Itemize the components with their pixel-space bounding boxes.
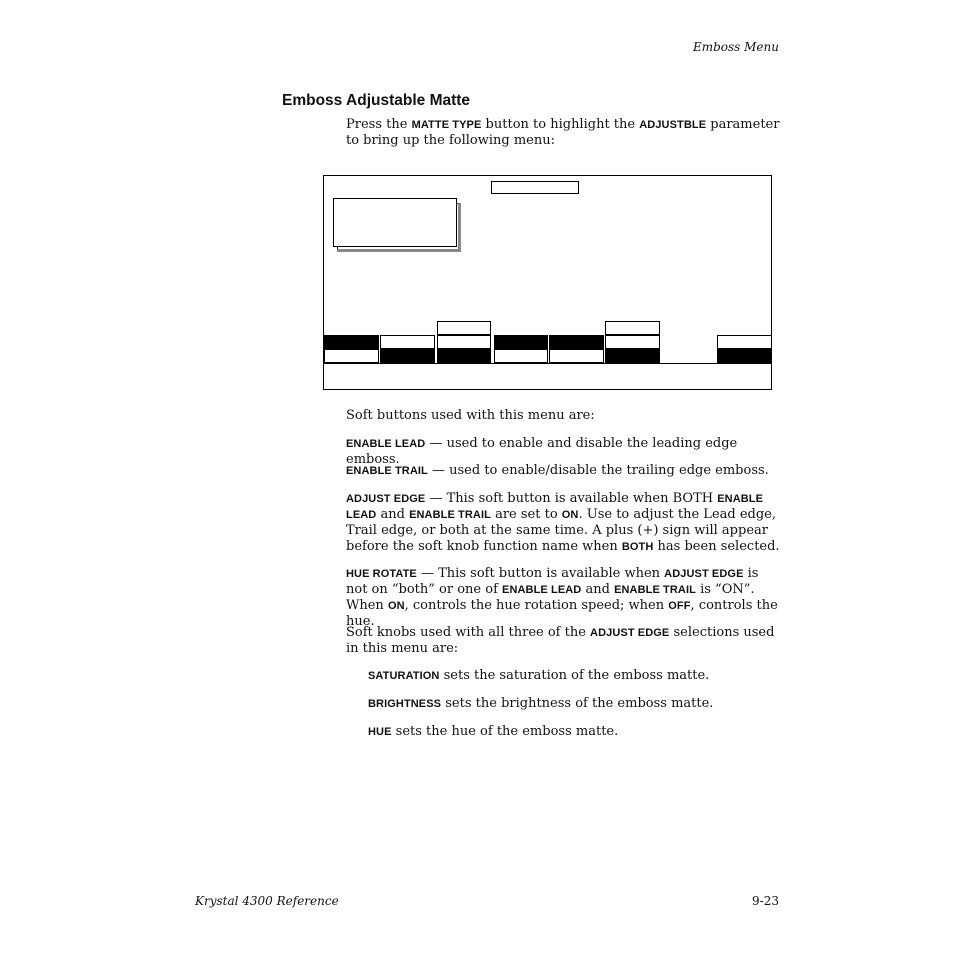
soft-button-3-top[interactable] (437, 335, 491, 349)
text: — This soft button is available when (416, 566, 665, 581)
keyword-matte-type: MATTE TYPE (411, 119, 482, 131)
keyword-both: BOTH (621, 541, 654, 553)
keyword-off: OFF (668, 600, 691, 612)
menu-popup-box (333, 198, 457, 247)
soft-button-5-top[interactable] (549, 335, 604, 349)
soft-button-1-top[interactable] (324, 335, 379, 349)
keyword-on: ON (387, 600, 405, 612)
text: — used to enable and disable the leading edge emboss. (346, 436, 738, 467)
keyword-on: ON (561, 509, 579, 521)
keyword-enable-trail: ENABLE TRAIL (614, 584, 696, 596)
soft-knobs-intro (346, 625, 780, 657)
text: selections used in this menu are: (346, 625, 775, 656)
footer-book-title: Krystal 4300 Reference (195, 894, 339, 908)
soft-button-8-top[interactable] (717, 335, 772, 349)
keyword-enable-trail: ENABLE TRAIL (409, 509, 491, 521)
soft-button-4-top[interactable] (494, 335, 548, 349)
keyword-adjust-edge: ADJUST EDGE (590, 627, 670, 639)
soft-button-3-bottom[interactable] (437, 349, 491, 363)
text: are set to (490, 507, 562, 522)
menu-status-divider (323, 363, 772, 364)
text: sets the brightness of the emboss matte. (441, 696, 714, 711)
popup-shadow-edge (458, 203, 461, 252)
enable-trail-description (346, 463, 780, 479)
text: is not on “both” or one of (346, 566, 759, 597)
keyword-adjustble: ADJUSTBLE (639, 119, 707, 131)
text: — This soft button is available when BOTH (425, 491, 718, 506)
soft-button-3-label (437, 321, 491, 335)
text: , controls the hue rotation speed; when (404, 598, 669, 613)
soft-button-1-bottom[interactable] (324, 349, 379, 363)
footer-page-number: 9-23 (752, 894, 779, 908)
soft-buttons-intro: Soft buttons used with this menu are: (346, 408, 595, 423)
keyword-hue: HUE (368, 726, 392, 738)
keyword-adjust-edge: ADJUST EDGE (346, 493, 426, 505)
text: has been selected. (653, 539, 780, 554)
text: parameter to bring up the following menu: (346, 117, 780, 148)
text: is “ON”. When (346, 582, 755, 613)
soft-button-2-bottom[interactable] (380, 349, 435, 363)
brightness-description (368, 696, 778, 712)
soft-button-6-bottom[interactable] (605, 349, 660, 363)
keyword-enable-lead: ENABLE LEAD (502, 584, 582, 596)
section-title: Emboss Adjustable Matte (282, 92, 471, 109)
text: sets the hue of the emboss matte. (391, 724, 619, 739)
intro-paragraph (346, 117, 780, 149)
menu-title-box (491, 181, 579, 194)
text: Press the (346, 117, 412, 132)
soft-button-4-bottom[interactable] (494, 349, 548, 363)
running-header: Emboss Menu (692, 40, 779, 54)
soft-button-6-top[interactable] (605, 335, 660, 349)
soft-button-5-bottom[interactable] (549, 349, 604, 363)
keyword-saturation: SATURATION (368, 670, 440, 682)
text: button to highlight the (481, 117, 640, 132)
text: . Use to adjust the Lead edge, Trail edge, or both at the same time. A plus (+) sign will appear before the soft knob function name when (346, 507, 777, 554)
saturation-description (368, 668, 778, 684)
keyword-brightness: BRIGHTNESS (368, 698, 442, 710)
keyword-enable-lead: ENABLE LEAD (346, 493, 764, 521)
text: — used to enable/disable the trailing edge emboss. (427, 463, 769, 478)
soft-button-6-label (605, 321, 660, 335)
hue-rotate-description (346, 566, 780, 630)
keyword-enable-trail: ENABLE TRAIL (346, 465, 428, 477)
text: , controls the hue. (346, 598, 778, 629)
keyword-enable-lead: ENABLE LEAD (346, 438, 426, 450)
soft-button-2-top[interactable] (380, 335, 435, 349)
text: Soft knobs used with all three of the (346, 625, 591, 640)
keyword-hue-rotate: HUE ROTATE (346, 568, 417, 580)
text: and (376, 507, 410, 522)
keyword-adjust-edge: ADJUST EDGE (664, 568, 744, 580)
adjust-edge-description (346, 491, 780, 555)
text: and (581, 582, 615, 597)
hue-description (368, 724, 778, 740)
soft-button-8-bottom[interactable] (717, 349, 772, 363)
text: sets the saturation of the emboss matte. (439, 668, 710, 683)
popup-shadow-edge (337, 249, 461, 252)
